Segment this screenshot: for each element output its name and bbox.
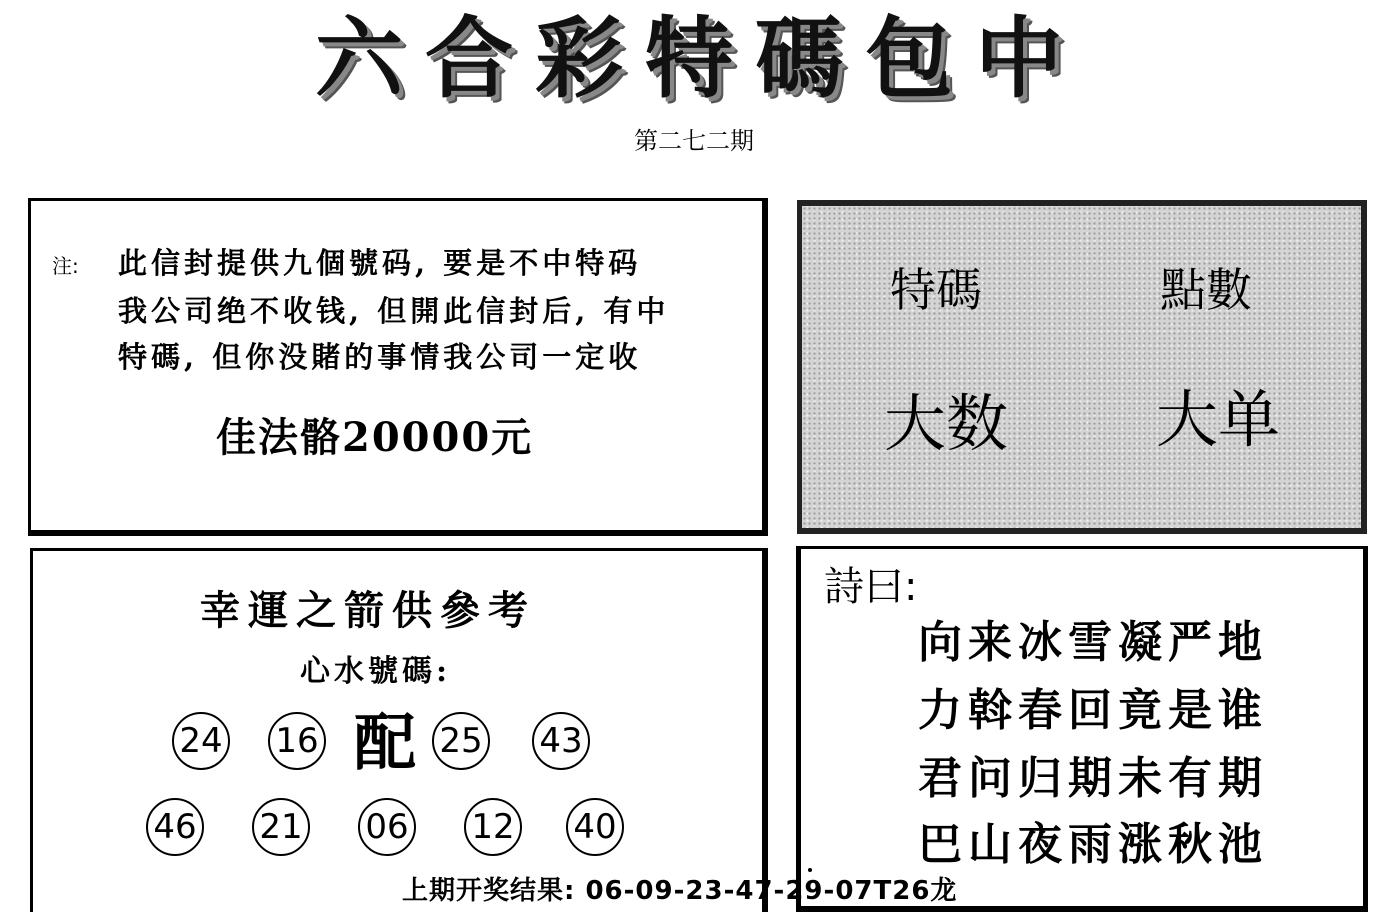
hint-right-heading: 點數	[1160, 263, 1252, 317]
lucky-subtitle: 心水號碼:	[300, 654, 452, 689]
lucky-number-ball: 43	[532, 712, 590, 770]
poem-heading: 詩曰:	[824, 564, 918, 610]
notice-line-2: 我公司绝不收钱, 但開此信封后, 有中	[118, 294, 670, 328]
page-title: 六合彩特碼包中	[314, 6, 1085, 110]
hint-left-heading: 特碼	[890, 263, 982, 317]
lucky-number-ball: 24	[172, 712, 230, 770]
notice-label: 注:	[52, 254, 79, 278]
issue-number: 第二七二期	[634, 127, 754, 155]
notice-line-3: 特碼, 但你没賭的事情我公司一定收	[118, 340, 642, 374]
lucky-number-ball: 12	[464, 798, 522, 856]
hint-left-value: 大数	[884, 387, 1009, 460]
lucky-number-ball: 16	[268, 712, 326, 770]
notice-line-1: 此信封提供九個號码, 要是不中特码	[118, 246, 642, 280]
pair-word: 配	[354, 706, 417, 779]
lucky-number-ball: 46	[146, 798, 204, 856]
last-result: 上期开奖结果: 06-09-23-47-29-07T26龙	[402, 876, 958, 906]
lucky-number-ball: 21	[252, 798, 310, 856]
hint-box	[797, 200, 1367, 534]
lucky-number-ball: 40	[566, 798, 624, 856]
poem-line-1: 向来冰雪凝严地	[918, 617, 1268, 668]
hint-right-value: 大单	[1156, 383, 1281, 456]
poem-line-3: 君问归期未有期	[918, 753, 1268, 804]
poem-line-4: 巴山夜雨涨秋池	[918, 819, 1268, 870]
lucky-title: 幸運之箭供參考	[200, 587, 536, 634]
poem-line-2: 力斡春回竟是谁	[918, 685, 1268, 736]
speck-dot	[808, 868, 812, 872]
lucky-number-ball: 06	[358, 798, 416, 856]
reward-amount: 佳法骼20000元	[216, 414, 534, 461]
lucky-number-ball: 25	[432, 712, 490, 770]
